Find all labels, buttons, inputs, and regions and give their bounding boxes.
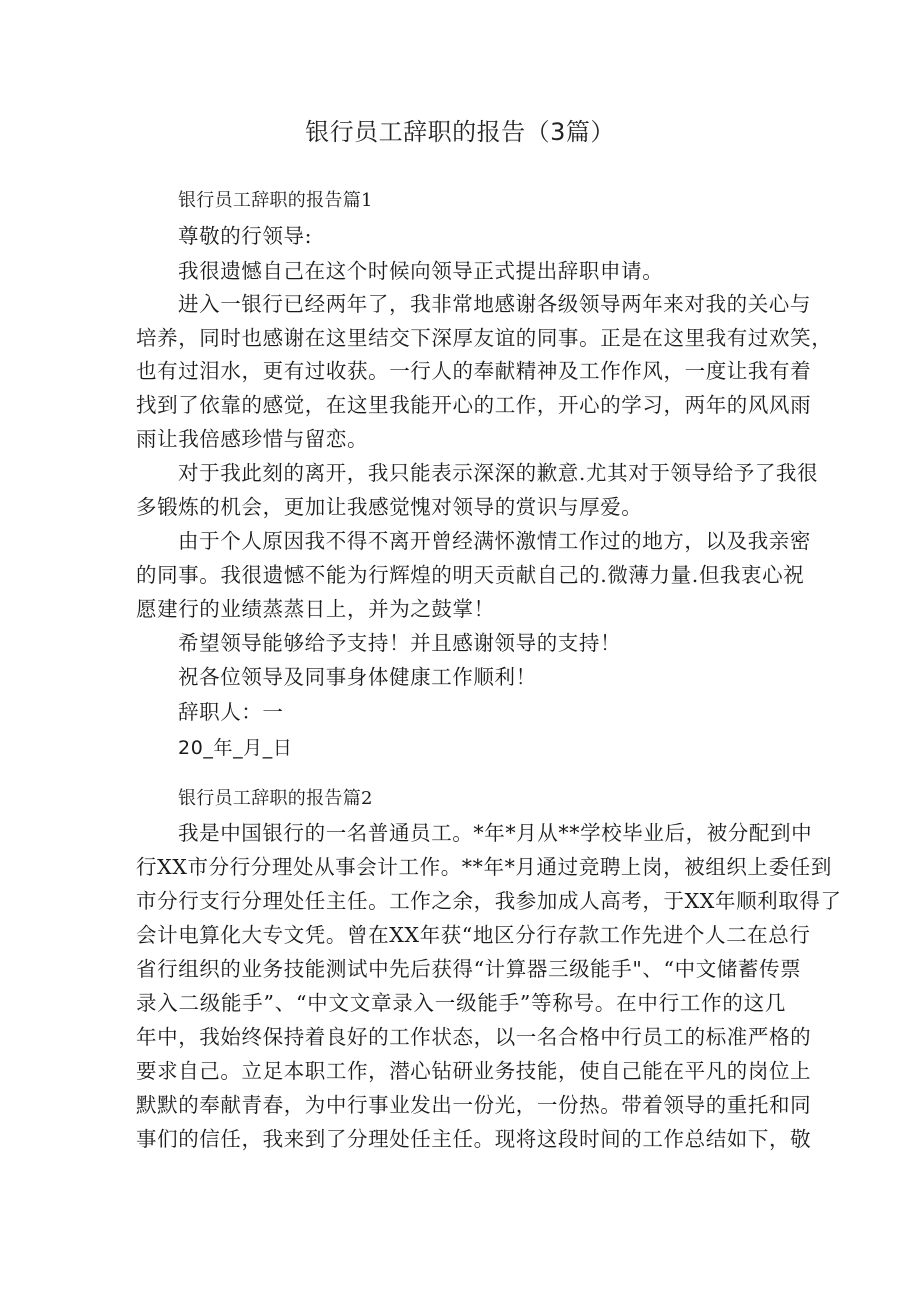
section-2-heading: 银行员工辞职的报告篇2 [178, 788, 373, 809]
paragraph-2-line: 培养，同时也感谢在这里结交下深厚友谊的同事。正是在这里我有过欢笑， [136, 326, 833, 350]
paragraph-4-line: 愿建行的业绩蒸蒸日上，并为之鼓掌！ [136, 597, 495, 621]
paragraph-3-line: 对于我此刻的离开，我只能表示深深的歉意.尤其对于领导给予了我很 [178, 461, 819, 485]
paragraph-7-line: 会计电算化大专文凭。曾在XX年获“地区分行存款工作先进个人二在总行 [136, 923, 811, 947]
signer-line: 辞职人：一 [178, 700, 284, 724]
date-line: 20_年_月_日 [178, 737, 293, 759]
paragraph-2-line: 也有过泪水，更有过收获。一行人的奉献精神及工作作风，一度让我有着 [136, 359, 812, 383]
paragraph-7-line: 市分行支行分理处任主任。工作之余，我参加成人高考，于XX年顺利取得了 [136, 889, 842, 913]
paragraph-6: 祝各位领导及同事身体健康工作顺利！ [178, 665, 537, 689]
paragraph-7-line: 要求自己。立足本职工作，潜心钻研业务技能，使自己能在平凡的岗位上 [136, 1059, 812, 1083]
paragraph-2-line: 雨让我倍感珍惜与留恋。 [136, 427, 369, 451]
paragraph-7-line: 我是中国银行的一名普通员工。*年*月从**学校毕业后，被分配到中 [178, 821, 813, 845]
paragraph-7-line: 事们的信任，我来到了分理处任主任。现将这段时间的工作总结如下，敬 [136, 1127, 812, 1151]
paragraph-2-line: 进入一银行已经两年了，我非常地感谢各级领导两年来对我的关心与 [178, 292, 811, 316]
paragraph-7-line: 省行组织的业务技能测试中先后获得“计算器三级能手"、“中文储蓄传票 [136, 957, 802, 981]
salutation: 尊敬的行领导: [178, 224, 313, 248]
paragraph-1: 我很遗憾自己在这个时候向领导正式提出辞职申请。 [178, 259, 664, 283]
paragraph-4-line: 由于个人原因我不得不离开曾经满怀激情工作过的地方，以及我亲密 [178, 529, 811, 553]
paragraph-4-line: 的同事。我很遗憾不能为行辉煌的明天贡献自己的.微薄力量.但我衷心祝 [136, 563, 805, 587]
paragraph-2-line: 找到了依靠的感觉，在这里我能开心的工作，开心的学习，两年的风风雨 [136, 393, 812, 417]
paragraph-7-line: 默默的奉献青春，为中行事业发出一份光，一份热。带着领导的重托和同 [136, 1093, 812, 1117]
paragraph-7-line: 行XX市分行分理处从事会计工作。**年*月通过竞聘上岗，被组织上委任到 [136, 855, 832, 879]
paragraph-7-line: 年中，我始终保持着良好的工作状态，以一名合格中行员工的标准严格的 [136, 1025, 812, 1049]
paragraph-7-line: 录入二级能手”、“中文文章录入一级能手”等称号。在中行工作的这几 [136, 991, 786, 1015]
paragraph-3-line: 多锻炼的机会，更加让我感觉愧对领导的赏识与厚爱。 [136, 495, 643, 519]
section-1-heading: 银行员工辞职的报告篇1 [178, 190, 373, 211]
document-title: 银行员工辞职的报告（3篇） [305, 118, 615, 146]
paragraph-5: 希望领导能够给予支持！并且感谢领导的支持！ [178, 631, 622, 655]
